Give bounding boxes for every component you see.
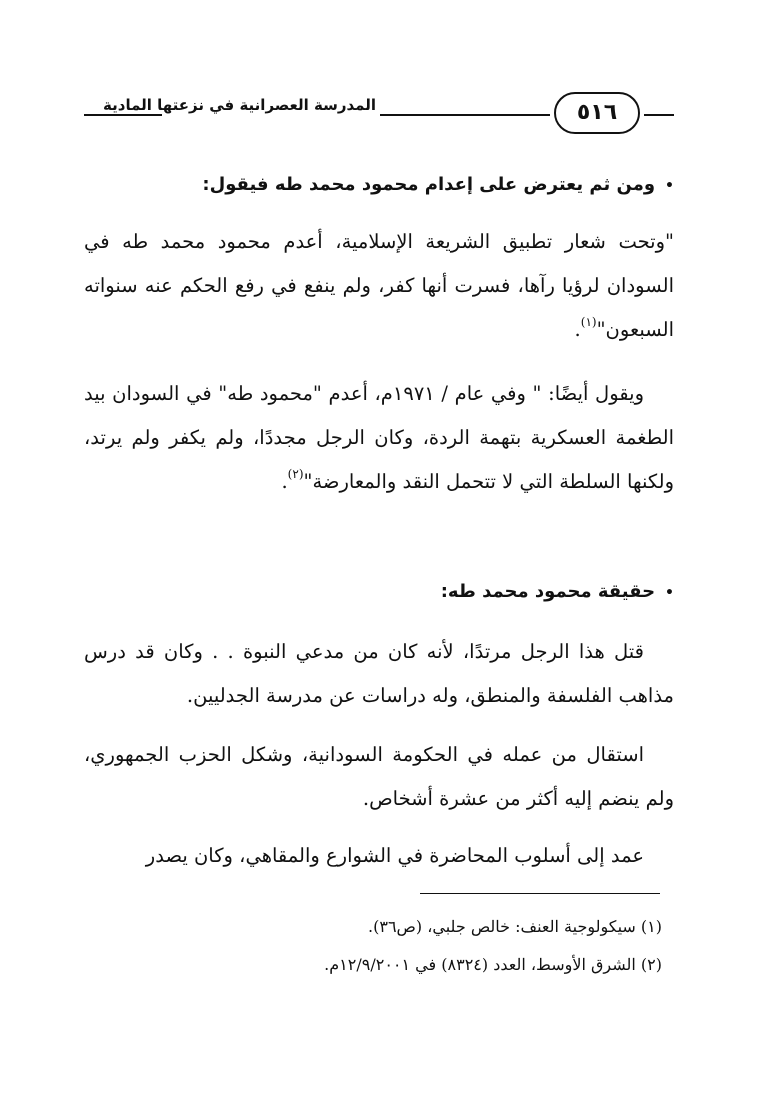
header-rule-left — [84, 114, 162, 116]
paragraph-text: ويقول أيضًا: " وفي عام / ١٩٧١م، أعدم "محمود طه" في السودان بيد الطغمة العسكرية بتهمة الردة، وكان الرجل مجددًا، ولم يكفر ولم يرتد، ولكنها السلطة التي لا تتحمل النقد والمعارضة" — [84, 382, 674, 493]
footnote-2: (٢) الشرق الأوسط، العدد (٨٣٢٤) في ١٢/٩/٢٠٠١م. — [324, 955, 662, 974]
paragraph-5 — [84, 834, 674, 878]
bullet-icon: • — [665, 178, 674, 194]
section-heading-2 — [84, 577, 674, 608]
paragraph-text: استقال من عمله في الحكومة السودانية، وشكل الحزب الجمهوري، ولم ينضم إليه أكثر من عشرة أشخاص. — [84, 743, 674, 810]
paragraph-3 — [84, 630, 674, 718]
section-heading-1 — [84, 170, 674, 201]
bullet-icon: • — [665, 585, 674, 601]
running-header — [84, 92, 674, 142]
paragraph-text: "وتحت شعار تطبيق الشريعة الإسلامية، أعدم محمود محمد طه في السودان لرؤيا رآها، فسرت أنها كفر، ولم ينفع في رفع الحكم عنه سنواته السبعون" — [84, 230, 674, 341]
quote-paragraph-2 — [84, 372, 674, 504]
footnote-1: (١) سيكولوجية العنف: خالص جلبي، (ص٣٦). — [368, 917, 662, 936]
footnote-separator — [420, 893, 660, 894]
paragraph-text: قتل هذا الرجل مرتدًا، لأنه كان من مدعي النبوة . . وكان قد درس مذاهب الفلسفة والمنطق، وله دراسات عن مدرسة الجدليين. — [84, 640, 674, 707]
footnotes — [102, 908, 662, 984]
paragraph-text: عمد إلى أسلوب المحاضرة في الشوارع والمقاهي، وكان يصدر — [145, 844, 644, 867]
footnote-ref-2: (٢) — [287, 467, 304, 481]
heading-text: ومن ثم يعترض على إعدام محمود محمد طه فيقول: — [202, 174, 656, 195]
header-rule-middle — [380, 114, 550, 116]
page-number: ٥١٦ — [554, 92, 640, 134]
heading-text: حقيقة محمود محمد طه: — [440, 581, 656, 602]
paragraph-end: . — [574, 318, 581, 341]
paragraph-4 — [84, 733, 674, 821]
footnote-ref-1: (١) — [580, 315, 597, 329]
running-title: المدرسة العصرانية في نزعتها المادية — [103, 96, 376, 114]
header-rule-right — [644, 114, 674, 116]
quote-paragraph-1 — [84, 220, 674, 352]
paragraph-end: . — [281, 470, 288, 493]
